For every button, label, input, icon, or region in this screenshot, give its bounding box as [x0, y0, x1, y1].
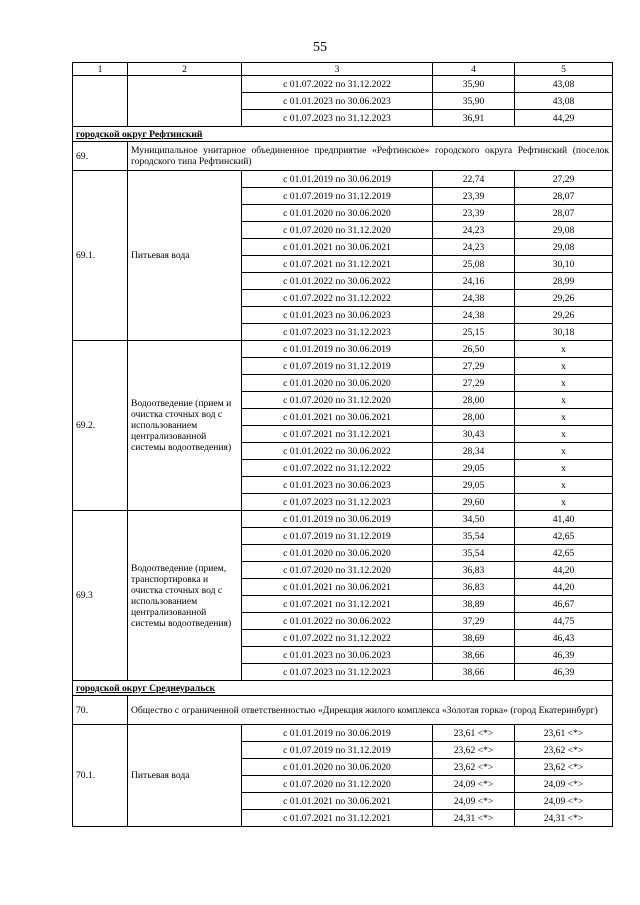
- period-cell: с 01.01.2019 по 30.06.2019: [242, 171, 433, 188]
- tariff-value-with-vat: 42,65: [515, 545, 613, 562]
- tariff-value-with-vat: х: [515, 477, 613, 494]
- period-cell: с 01.07.2020 по 31.12.2020: [242, 222, 433, 239]
- organization-70-number: 70.: [73, 696, 128, 725]
- table-row: [73, 341, 613, 358]
- tariff-value: 37,29: [433, 613, 515, 630]
- tariff-value-with-vat: х: [515, 460, 613, 477]
- period-cell: с 01.01.2020 по 30.06.2020: [242, 545, 433, 562]
- tariff-value-with-vat: 29,26: [515, 307, 613, 324]
- tariff-value: 27,29: [433, 358, 515, 375]
- tariff-value-with-vat: 24,09 <*>: [515, 776, 613, 793]
- tariff-value-with-vat: 30,10: [515, 256, 613, 273]
- tariff-value: 38,66: [433, 647, 515, 664]
- section-sredneuralsk-row: [73, 681, 613, 696]
- tariff-value-with-vat: 44,20: [515, 562, 613, 579]
- period-cell: с 01.07.2019 по 31.12.2019: [242, 528, 433, 545]
- tariff-value-with-vat: 28,99: [515, 273, 613, 290]
- continued-group-number: [73, 76, 128, 127]
- period-cell: с 01.01.2023 по 30.06.2023: [242, 477, 433, 494]
- tariff-value: 23,62 <*>: [433, 759, 515, 776]
- tariff-value: 28,34: [433, 443, 515, 460]
- group-69-2-number: 69.2.: [73, 341, 128, 511]
- tariff-value-with-vat: 29,26: [515, 290, 613, 307]
- tariff-value-with-vat: 24,31 <*>: [515, 810, 613, 827]
- period-cell: с 01.01.2022 по 30.06.2022: [242, 443, 433, 460]
- tariff-value: 24,38: [433, 307, 515, 324]
- tariff-value-with-vat: 42,65: [515, 528, 613, 545]
- tariff-value-with-vat: х: [515, 443, 613, 460]
- tariff-value: 25,08: [433, 256, 515, 273]
- table-row: [73, 171, 613, 188]
- tariff-value: 28,00: [433, 409, 515, 426]
- period-cell: с 01.07.2020 по 31.12.2020: [242, 776, 433, 793]
- group-69-1-service: Питьевая вода: [128, 171, 242, 341]
- group-70-1-service: Питьевая вода: [128, 725, 242, 827]
- period-cell: с 01.07.2023 по 31.12.2023: [242, 324, 433, 341]
- table-row: [73, 511, 613, 528]
- tariff-value: 29,05: [433, 477, 515, 494]
- tariff-value: 38,66: [433, 664, 515, 681]
- group-69-3-number: 69.3: [73, 511, 128, 681]
- tariff-value-with-vat: 27,29: [515, 171, 613, 188]
- period-cell: с 01.07.2021 по 31.12.2021: [242, 596, 433, 613]
- tariff-value: 29,60: [433, 494, 515, 511]
- tariff-value-with-vat: х: [515, 426, 613, 443]
- tariff-value: 34,50: [433, 511, 515, 528]
- tariff-value-with-vat: 46,67: [515, 596, 613, 613]
- tariff-value-with-vat: х: [515, 375, 613, 392]
- column-number-3: 3: [242, 63, 433, 76]
- tariff-value-with-vat: х: [515, 494, 613, 511]
- period-cell: с 01.01.2020 по 30.06.2020: [242, 759, 433, 776]
- tariff-value-with-vat: 46,39: [515, 664, 613, 681]
- period-cell: с 01.01.2022 по 30.06.2022: [242, 273, 433, 290]
- page-number: 55: [313, 40, 327, 55]
- tariff-value-with-vat: 44,20: [515, 579, 613, 596]
- period-cell: с 01.07.2023 по 31.12.2023: [242, 494, 433, 511]
- tariff-value-with-vat: 24,09 <*>: [515, 793, 613, 810]
- column-number-2: 2: [128, 63, 242, 76]
- organization-70-row: [73, 696, 613, 725]
- tariff-value-with-vat: 28,07: [515, 205, 613, 222]
- period-cell: с 01.07.2020 по 31.12.2020: [242, 392, 433, 409]
- tariff-value: 35,54: [433, 528, 515, 545]
- section-sredneuralsk: городской округ Среднеуральск: [73, 681, 613, 696]
- period-cell: с 01.07.2022 по 31.12.2022: [242, 630, 433, 647]
- organization-69-number: 69.: [73, 142, 128, 171]
- tariff-value-with-vat: 41,40: [515, 511, 613, 528]
- tariff-value: 28,00: [433, 392, 515, 409]
- tariff-value-with-vat: х: [515, 392, 613, 409]
- tariff-value: 24,16: [433, 273, 515, 290]
- group-70-1-number: 70.1.: [73, 725, 128, 827]
- period-cell: с 01.07.2021 по 31.12.2021: [242, 810, 433, 827]
- tariff-value-with-vat: 44,75: [515, 613, 613, 630]
- tariff-value: 24,38: [433, 290, 515, 307]
- column-number-5: 5: [515, 63, 613, 76]
- tariff-value-with-vat: х: [515, 358, 613, 375]
- period-cell: с 01.01.2019 по 30.06.2019: [242, 511, 433, 528]
- period-cell: с 01.01.2023 по 30.06.2023: [242, 647, 433, 664]
- tariff-value: 27,29: [433, 375, 515, 392]
- tariff-value: 36,83: [433, 579, 515, 596]
- group-69-3-service: Водоотведение (прием, транспортировка и очистка сточных вод с использованием централизованной системы водоотведения): [128, 511, 242, 681]
- group-69-1-number: 69.1.: [73, 171, 128, 341]
- tariff-value: 24,23: [433, 239, 515, 256]
- period-cell: с 01.01.2022 по 30.06.2022: [242, 613, 433, 630]
- tariff-value-with-vat: 43,08: [515, 76, 613, 93]
- tariff-value-with-vat: 46,39: [515, 647, 613, 664]
- tariff-value: 35,54: [433, 545, 515, 562]
- period-cell: с 01.01.2020 по 30.06.2020: [242, 205, 433, 222]
- tariff-value: 23,62 <*>: [433, 742, 515, 759]
- tariff-value: 22,74: [433, 171, 515, 188]
- header-row: [73, 63, 613, 76]
- tariff-value-with-vat: 43,08: [515, 93, 613, 110]
- organization-69-row: [73, 142, 613, 171]
- continued-group-service: [128, 76, 242, 127]
- organization-70-name: Общество с ограниченной ответственностью «Дирекция жилого комплекса «Золотая горка» (город Екатеринбург): [128, 696, 613, 725]
- tariff-value-with-vat: 44,29: [515, 110, 613, 127]
- tariff-value: 23,39: [433, 205, 515, 222]
- period-cell: с 01.07.2019 по 31.12.2019: [242, 358, 433, 375]
- tariff-table: [72, 62, 613, 827]
- tariff-value-with-vat: 29,08: [515, 222, 613, 239]
- period-cell: с 01.01.2019 по 30.06.2019: [242, 725, 433, 742]
- tariff-value: 25,15: [433, 324, 515, 341]
- tariff-value: 24,23: [433, 222, 515, 239]
- period-cell: с 01.01.2021 по 30.06.2021: [242, 239, 433, 256]
- period-cell: с 01.07.2023 по 31.12.2023: [242, 110, 433, 127]
- period-cell: с 01.01.2021 по 30.06.2021: [242, 409, 433, 426]
- tariff-value-with-vat: 23,61 <*>: [515, 725, 613, 742]
- tariff-value: 38,89: [433, 596, 515, 613]
- section-reftinsky-row: [73, 127, 613, 142]
- period-cell: с 01.01.2020 по 30.06.2020: [242, 375, 433, 392]
- period-cell: с 01.07.2020 по 31.12.2020: [242, 562, 433, 579]
- group-69-2-service: Водоотведение (прием и очистка сточных вод с использованием централизованной системы водоотведения): [128, 341, 242, 511]
- table-row: [73, 76, 613, 93]
- tariff-value: 23,61 <*>: [433, 725, 515, 742]
- table-row: [73, 725, 613, 742]
- period-cell: с 01.01.2023 по 30.06.2023: [242, 307, 433, 324]
- tariff-value-with-vat: х: [515, 341, 613, 358]
- period-cell: с 01.07.2021 по 31.12.2021: [242, 256, 433, 273]
- tariff-value-with-vat: 23,62 <*>: [515, 742, 613, 759]
- tariff-value: 24,09 <*>: [433, 793, 515, 810]
- period-cell: с 01.01.2023 по 30.06.2023: [242, 93, 433, 110]
- period-cell: с 01.07.2019 по 31.12.2019: [242, 742, 433, 759]
- tariff-value-with-vat: х: [515, 409, 613, 426]
- tariff-value-with-vat: 23,62 <*>: [515, 759, 613, 776]
- organization-69-name: Муниципальное унитарное объединенное предприятие «Рефтинское» городского округа Рефтинский (поселок городского типа Рефтинский): [128, 142, 613, 171]
- period-cell: с 01.01.2021 по 30.06.2021: [242, 793, 433, 810]
- section-reftinsky: городской округ Рефтинский: [73, 127, 613, 142]
- tariff-value: 35,90: [433, 93, 515, 110]
- tariff-value: 26,50: [433, 341, 515, 358]
- tariff-value-with-vat: 46,43: [515, 630, 613, 647]
- tariff-value: 36,83: [433, 562, 515, 579]
- period-cell: с 01.07.2021 по 31.12.2021: [242, 426, 433, 443]
- tariff-value-with-vat: 28,07: [515, 188, 613, 205]
- period-cell: с 01.07.2023 по 31.12.2023: [242, 664, 433, 681]
- tariff-value: 24,31 <*>: [433, 810, 515, 827]
- tariff-value: 30,43: [433, 426, 515, 443]
- period-cell: с 01.07.2022 по 31.12.2022: [242, 76, 433, 93]
- tariff-value: 35,90: [433, 76, 515, 93]
- tariff-value: 36,91: [433, 110, 515, 127]
- period-cell: с 01.07.2022 по 31.12.2022: [242, 290, 433, 307]
- tariff-value-with-vat: 30,18: [515, 324, 613, 341]
- period-cell: с 01.07.2022 по 31.12.2022: [242, 460, 433, 477]
- column-number-1: 1: [73, 63, 128, 76]
- period-cell: с 01.01.2019 по 30.06.2019: [242, 341, 433, 358]
- tariff-value: 23,39: [433, 188, 515, 205]
- period-cell: с 01.01.2021 по 30.06.2021: [242, 579, 433, 596]
- tariff-value: 24,09 <*>: [433, 776, 515, 793]
- column-number-4: 4: [433, 63, 515, 76]
- tariff-value-with-vat: 29,08: [515, 239, 613, 256]
- tariff-value: 29,05: [433, 460, 515, 477]
- tariff-value: 38,69: [433, 630, 515, 647]
- period-cell: с 01.07.2019 по 31.12.2019: [242, 188, 433, 205]
